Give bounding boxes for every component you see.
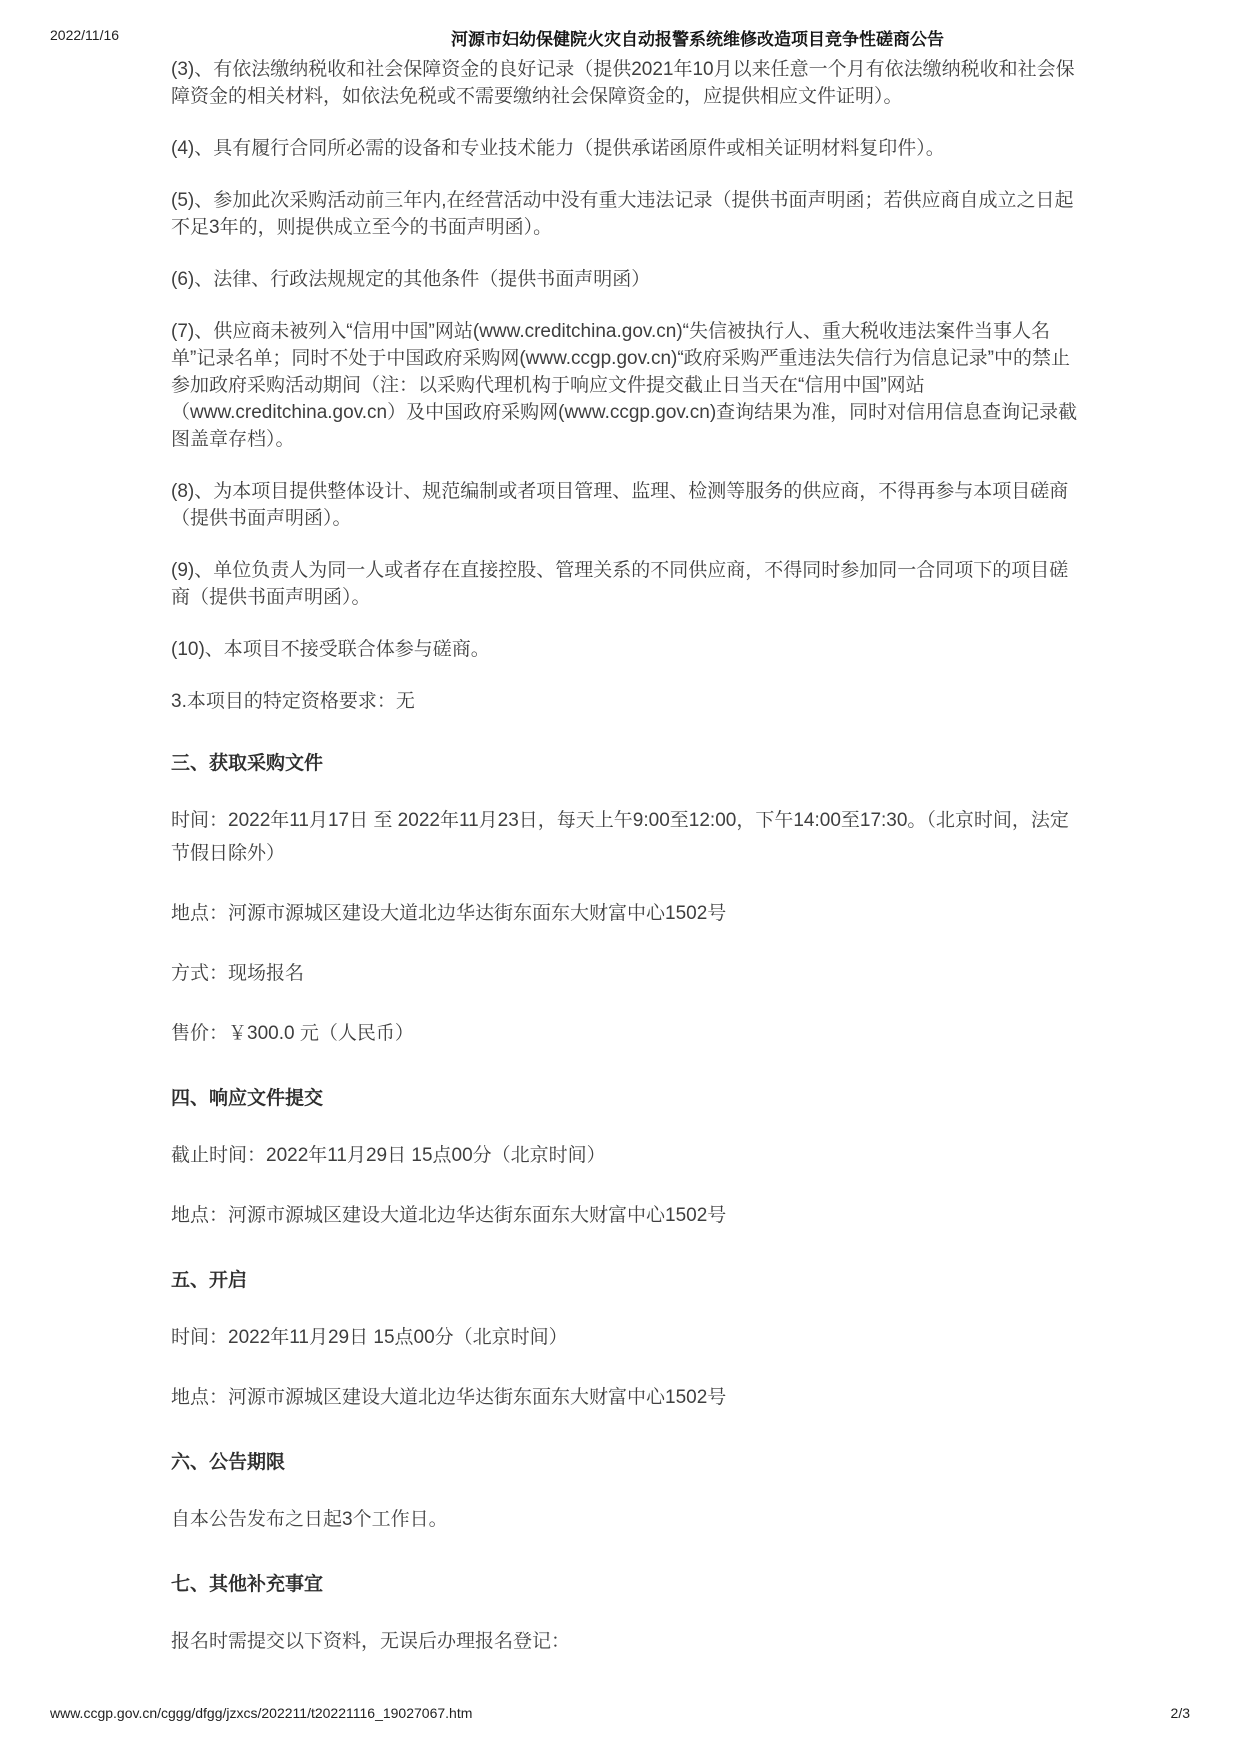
obtain-time: 时间：2022年11月17日 至 2022年11月23日，每天上午9:00至12:00，下午14:00至17:30。（北京时间，法定节假日除外）	[171, 810, 1069, 864]
section-obtain-procurement-documents	[171, 750, 1078, 1050]
registration-materials-intro: 报名时需提交以下资料，无误后办理报名登记：	[171, 1631, 571, 1652]
qualification-items-list	[171, 56, 1078, 715]
section-heading-announcement-period: 六、公告期限	[171, 1452, 286, 1473]
document-body	[171, 0, 1078, 1685]
qualification-item-8: (8)、为本项目提供整体设计、规范编制或者项目管理、监理、检测等服务的供应商，不得再参与本项目磋商（提供书面声明函）。	[171, 481, 1069, 529]
section-other-supplementary-matters	[171, 1571, 1078, 1658]
specific-qualification-note: 3.本项目的特定资格要求：无	[171, 691, 415, 712]
qualification-item-9: (9)、单位负责人为同一人或者存在直接控股、管理关系的不同供应商，不得同时参加同一合同项下的项目磋商（提供书面声明函）。	[171, 560, 1069, 608]
page-title: 河源市妇幼保健院火灾自动报警系统维修改造项目竞争性磋商公告	[451, 30, 944, 49]
print-header-date: 2022/11/16	[50, 27, 120, 43]
section-response-document-submission	[171, 1085, 1078, 1232]
obtain-method: 方式：现场报名	[171, 963, 305, 984]
obtain-location: 地点：河源市源城区建设大道北边华达街东面东大财富中心1502号	[171, 903, 727, 924]
qualification-item-5: (5)、参加此次采购活动前三年内,在经营活动中没有重大违法记录（提供书面声明函；若供应商自成立之日起不足3年的，则提供成立至今的书面声明函）。	[171, 190, 1074, 238]
qualification-item-7: (7)、供应商未被列入“信用中国”网站(www.creditchina.gov.cn)“失信被执行人、重大税收违法案件当事人名单”记录名单；同时不处于中国政府采购网(www.ccgp.gov.cn)“政府采购严重违法失信行为信息记录”中的禁止参加政府采购活动期间（注：以采购代理机构于响应文件提交截止日当天在“信用中国”网站（www.creditchina.gov.cn）及中国政府采购网(www.ccgp.gov.cn)查询结果为准，同时对信用信息查询记录截图盖章存档）。	[171, 321, 1078, 450]
qualification-item-6: (6)、法律、行政法规规定的其他条件（提供书面声明函）	[171, 269, 651, 290]
section-heading-other-supplementary-matters: 七、其他补充事宜	[171, 1574, 324, 1595]
section-heading-response-document-submission: 四、响应文件提交	[171, 1088, 324, 1109]
section-heading-opening: 五、开启	[171, 1270, 248, 1291]
announcement-period-text: 自本公告发布之日起3个工作日。	[171, 1509, 448, 1530]
opening-time: 时间：2022年11月29日 15点00分（北京时间）	[171, 1327, 568, 1348]
print-footer-url: www.ccgp.gov.cn/cggg/dfgg/jzxcs/202211/t20221116_19027067.htm	[50, 1705, 473, 1721]
opening-location: 地点：河源市源城区建设大道北边华达街东面东大财富中心1502号	[171, 1387, 727, 1408]
submission-location: 地点：河源市源城区建设大道北边华达街东面东大财富中心1502号	[171, 1205, 727, 1226]
section-announcement-period	[171, 1449, 1078, 1536]
submission-deadline: 截止时间：2022年11月29日 15点00分（北京时间）	[171, 1145, 606, 1166]
section-opening	[171, 1267, 1078, 1414]
qualification-item-4: (4)、具有履行合同所必需的设备和专业技术能力（提供承诺函原件或相关证明材料复印件）。	[171, 138, 945, 159]
page-number: 2/3	[1170, 1705, 1190, 1721]
qualification-item-3: (3)、有依法缴纳税收和社会保障资金的良好记录（提供2021年10月以来任意一个月有依法缴纳税收和社会保障资金的相关材料，如依法免税或不需要缴纳社会保障资金的，应提供相应文件证明）。	[171, 59, 1075, 107]
obtain-price: 售价：￥300.0 元（人民币）	[171, 1023, 414, 1044]
qualification-item-10: (10)、本项目不接受联合体参与磋商。	[171, 639, 490, 660]
section-heading-obtain-procurement-documents: 三、获取采购文件	[171, 753, 324, 774]
